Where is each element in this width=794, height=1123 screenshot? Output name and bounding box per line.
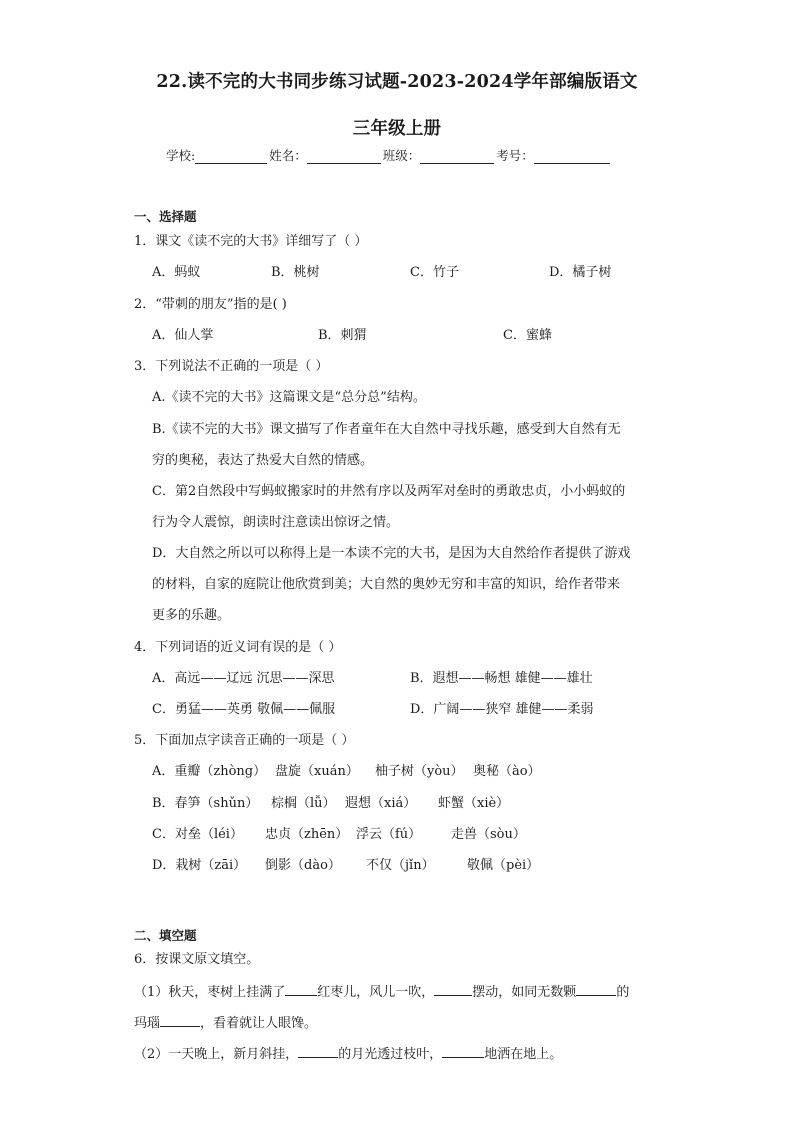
- question-2-stem: 2．“带刺的朋友”指的是( ): [134, 297, 287, 312]
- class-blank[interactable]: [420, 150, 494, 164]
- student-info-row: [166, 146, 612, 164]
- question-2-option-c: C．蜜蜂: [503, 328, 552, 343]
- question-6-part-2-line-1: [134, 1045, 562, 1064]
- question-1-option-a: A．蚂蚁: [152, 265, 201, 280]
- question-3-option-c-line-2: 行为令人震惊，朗读时注意读出惊讶之情。: [152, 515, 400, 530]
- question-6-part-1-text-b: 红枣儿，风儿一吹，: [317, 985, 435, 1000]
- question-5-stem: 5．下面加点字读音正确的一项是（ ）: [134, 733, 355, 748]
- question-5-option-c-word-4: 走兽（sòu）: [451, 827, 526, 842]
- question-6-part-2-text-a: （2）一天晚上，新月斜挂，: [134, 1047, 299, 1062]
- question-4-option-d: D．广阔——狭窄 雄健——柔弱: [410, 702, 594, 717]
- fill-blank-6[interactable]: [442, 1045, 484, 1058]
- fill-blank-5[interactable]: [298, 1045, 338, 1058]
- question-3-stem: 3．下列说法不正确的一项是（ ）: [134, 359, 329, 374]
- exam-number-blank[interactable]: [534, 150, 610, 164]
- question-4-stem: 4．下列词语的近义词有误的是（ ）: [134, 640, 342, 655]
- question-6-stem: 6．按课文原文填空。: [134, 952, 260, 967]
- question-3-option-c-line-1: C．第2自然段中写蚂蚁搬家时的井然有序以及两军对垒时的勇敢忠贞，小小蚂蚁的: [152, 484, 626, 499]
- question-6-part-1-text-e: 玛瑙: [134, 1016, 161, 1031]
- question-5-option-c-word-1: C．对垒（léi）: [152, 827, 243, 842]
- question-5-option-b-word-1: B．春笋（shǔn）: [152, 796, 259, 811]
- question-5-option-d-word-4: 敬佩（pèi）: [467, 858, 540, 873]
- question-3-option-d-line-2: 的材料，自家的庭院让他欣赏到美；大自然的奥妙无穷和丰富的知识，给作者带来: [152, 577, 621, 592]
- question-5-option-b-word-2: 棕榈（lǚ）: [271, 796, 336, 811]
- question-1-option-d: D．橘子树: [549, 265, 612, 280]
- name-blank[interactable]: [307, 150, 381, 164]
- question-6-part-1-text-c: 摆动，如同无数颗: [472, 985, 577, 1000]
- question-5-option-b-word-3: 遐想（xiá）: [345, 796, 417, 811]
- question-4-option-a: A．高远——辽远 沉思——深思: [152, 671, 335, 686]
- question-5-option-a-word-1: A．重瓣（zhòng）: [152, 764, 267, 779]
- question-6-part-1-text-a: （1）秋天，枣树上挂满了: [134, 985, 286, 1000]
- question-5-option-c-word-3: 浮云（fú）: [356, 827, 422, 842]
- fill-blank-4[interactable]: [160, 1014, 200, 1027]
- question-6-part-2-text-c: 地洒在地上。: [484, 1047, 563, 1062]
- question-1-option-b: B．桃树: [271, 265, 320, 280]
- question-6-part-2-text-b: 的月光透过枝叶，: [338, 1047, 443, 1062]
- section-heading-fill-in: 二、填空题: [134, 928, 197, 943]
- question-5-option-d-word-1: D．栽树（zāi）: [152, 858, 247, 873]
- question-2-option-b: B．刺猬: [318, 328, 367, 343]
- question-5-option-a-word-3: 柚子树（yòu）: [375, 764, 464, 779]
- fill-blank-1[interactable]: [285, 983, 317, 996]
- document-title-line-2: 三年级上册: [352, 119, 442, 139]
- fill-blank-3[interactable]: [576, 983, 616, 996]
- school-label: 学校:: [166, 148, 196, 163]
- question-5-option-c-word-2: 忠贞（zhēn）: [265, 827, 349, 842]
- school-blank[interactable]: [195, 150, 267, 164]
- question-3-option-a: A.《读不完的大书》这篇课文是“总分总”结构。: [152, 390, 426, 405]
- question-4-option-b: B．遐想——畅想 雄健——雄壮: [410, 671, 593, 686]
- question-1-stem: 1．课文《读不完的大书》详细写了（ ）: [134, 234, 368, 249]
- question-3-option-d-line-1: D．大自然之所以可以称得上是一本读不完的大书，是因为大自然给作者提供了游戏: [152, 546, 631, 561]
- name-label: 姓名：: [269, 148, 307, 163]
- question-3-option-d-line-3: 更多的乐趣。: [152, 608, 231, 623]
- question-6-part-1-text-d: 的: [616, 985, 630, 1000]
- question-5-option-b-word-4: 虾蟹（xiè）: [438, 796, 510, 811]
- question-4-option-c: C．勇猛——英勇 敬佩——佩服: [152, 702, 336, 717]
- question-3-option-b-line-2: 穷的奥秘，表达了热爱大自然的情感。: [152, 453, 374, 468]
- section-heading-choice: 一、选择题: [134, 209, 197, 224]
- question-5-option-a-word-4: 奥秘（ào）: [473, 764, 541, 779]
- question-2-option-a: A．仙人掌: [152, 328, 214, 343]
- document-title-line-1: 22.读不完的大书同步练习试题-2023-2024学年部编版语文: [156, 72, 638, 92]
- fill-blank-2[interactable]: [434, 983, 472, 996]
- question-6-part-1-text-f: ，看着就让人眼馋。: [200, 1016, 318, 1031]
- class-label: 班级：: [382, 148, 421, 163]
- question-5-option-a-word-2: 盘旋（xuán）: [275, 764, 359, 779]
- question-6-part-1-line-2: [134, 1014, 317, 1033]
- question-3-option-b-line-1: B.《读不完的大书》课文描写了作者童年在大自然中寻找乐趣，感受到大自然有无: [152, 422, 621, 437]
- exam-number-label: 考号：: [496, 148, 534, 163]
- question-6-part-1-line-1: [134, 983, 629, 1002]
- question-5-option-d-word-2: 倒影（dào）: [265, 858, 341, 873]
- question-5-option-d-word-3: 不仅（jǐn）: [366, 858, 435, 873]
- question-1-option-c: C．竹子: [410, 265, 459, 280]
